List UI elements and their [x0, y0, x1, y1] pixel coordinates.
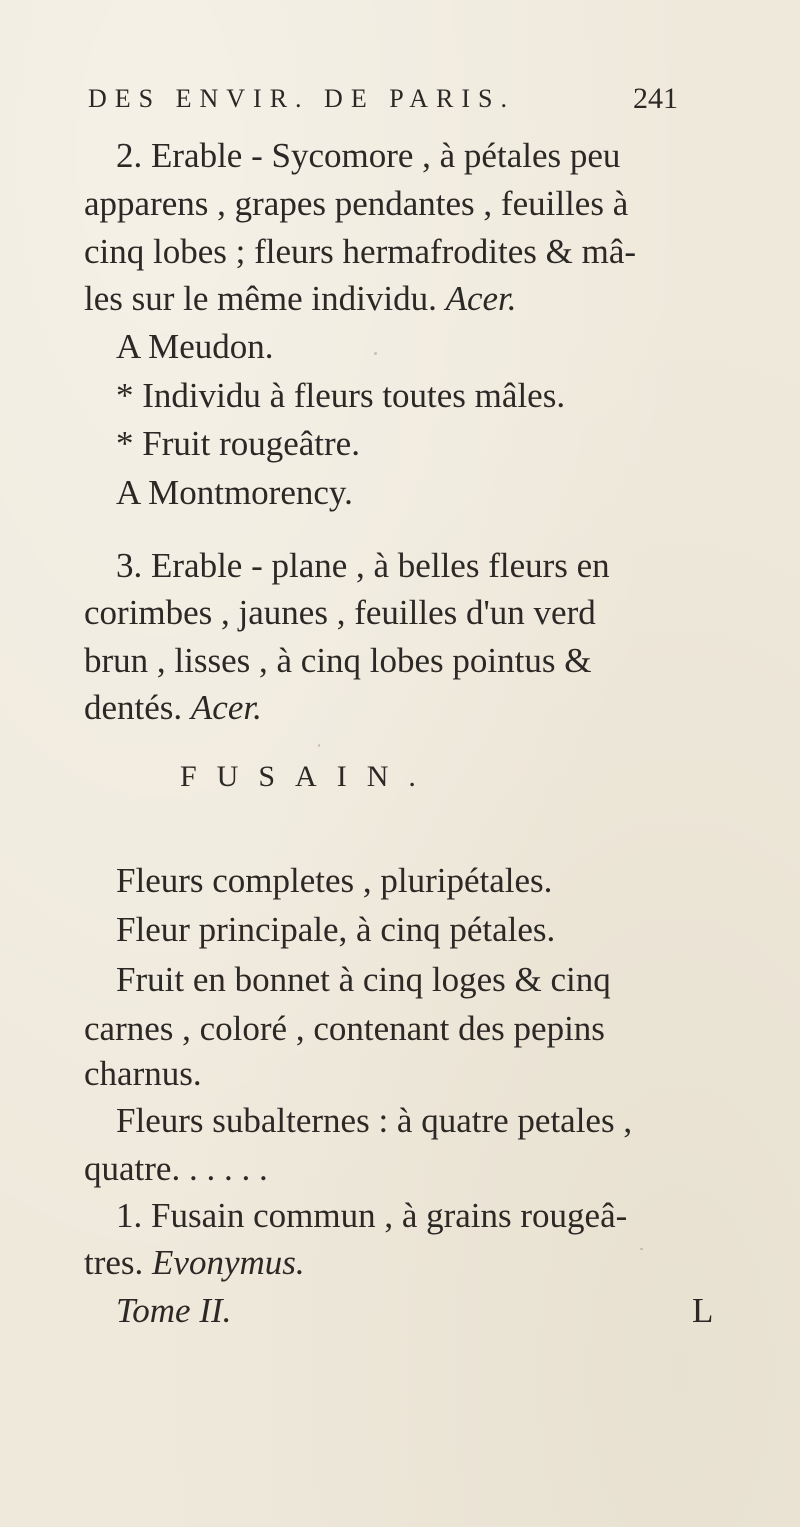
variety-line: * Fruit rougeâtre. [116, 424, 360, 463]
paper-speck [318, 744, 320, 747]
body-line: Fleur principale, à cinq pétales. [116, 910, 556, 949]
body-line: carnes , coloré , contenant des pepins [84, 1009, 605, 1048]
paper-speck [374, 352, 377, 355]
entry-line: dentés. Acer. [84, 688, 262, 727]
genus-name: Acer. [445, 279, 517, 318]
body-line: Fruit en bonnet à cinq loges & cinq [116, 960, 611, 999]
entry-line: 2. Erable - Sycomore , à pétales peu [116, 136, 621, 175]
entry-line: 3. Erable - plane , à belles fleurs en [116, 546, 610, 585]
running-title: DES ENVIR. DE PARIS. [88, 84, 516, 113]
body-line: charnus. [84, 1054, 202, 1093]
entry-line: cinq lobes ; fleurs hermafrodites & mâ- [84, 232, 637, 271]
locality-line: A Montmorency. [116, 473, 353, 512]
variety-line: * Individu à fleurs toutes mâles. [116, 376, 566, 415]
locality-line: A Meudon. [116, 327, 274, 366]
body-line: quatre. . . . . . [84, 1149, 268, 1188]
genus-name: Evonymus. [152, 1243, 305, 1282]
signature-mark: L [692, 1291, 714, 1330]
volume-mark: Tome II. [116, 1291, 232, 1330]
entry-line: les sur le même individu. Acer. [84, 279, 517, 318]
body-line: Fleurs completes , pluripétales. [116, 861, 553, 900]
entry-line: apparens , grapes pendantes , feuilles à [84, 184, 629, 223]
section-heading: FUSAIN. [180, 760, 436, 793]
entry-line: 1. Fusain commun , à grains rougeâ- [116, 1196, 628, 1235]
running-header [88, 78, 678, 118]
page-number: 241 [633, 82, 678, 115]
body-line: Fleurs subalternes : à quatre petales , [116, 1101, 633, 1140]
entry-line: tres. Evonymus. [84, 1243, 305, 1282]
entry-line: brun , lisses , à cinq lobes pointus & [84, 641, 592, 680]
genus-name: Acer. [190, 688, 262, 727]
paper-speck [640, 1248, 643, 1250]
entry-line: corimbes , jaunes , feuilles d'un verd [84, 593, 596, 632]
